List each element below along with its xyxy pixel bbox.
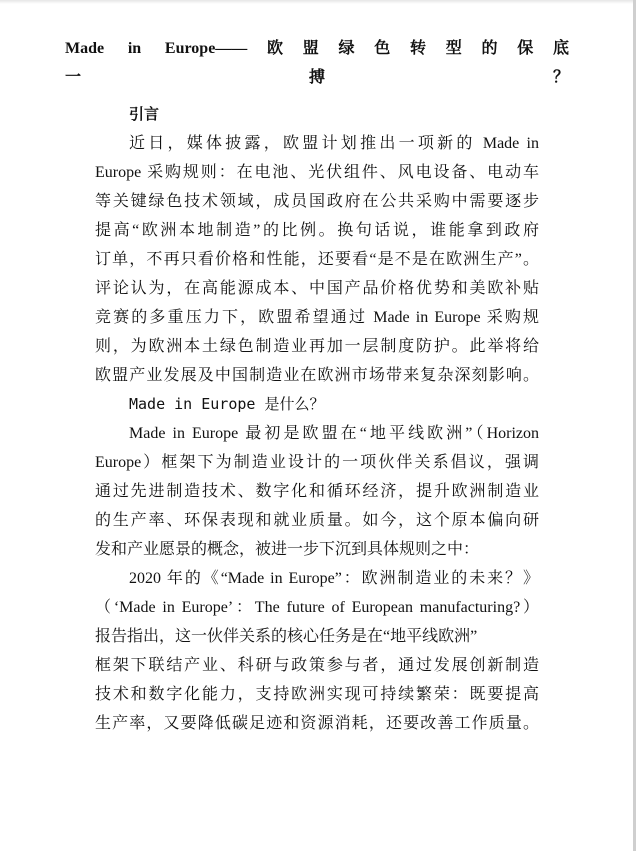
- text-line: 近日，媒体披露，欧盟计划推出一项新的 Made in: [129, 135, 539, 152]
- text-line: 欧盟产业发展及中国制造业在欧洲市场带来复杂深刻影响。: [95, 367, 539, 384]
- text-line: 的生产率、环保表现和就业质量。如今，这个原本偏向研: [95, 512, 539, 529]
- text-line: 提高“欧洲本地制造”的比例。换句话说，谁能拿到政府: [95, 222, 539, 239]
- section-heading-what-is: Made in Europe 是什么？: [129, 395, 325, 413]
- text-line: 则，为欧洲本土绿色制造业再加一层制度防护。此举将给: [95, 338, 539, 355]
- text-line: 发和产业愿景的概念，被进一步下沉到具体规则之中：: [95, 541, 480, 558]
- text-line: Europe）框架下为制造业设计的一项伙伴关系倡议，强调: [95, 454, 539, 471]
- text-line: 评论认为，在高能源成本、中国产品价格优势和美欧补贴: [95, 280, 539, 297]
- document-title: [65, 34, 569, 92]
- text-line: 订单，不再只看价格和性能，还要看“是不是在欧洲生产”。: [95, 251, 539, 268]
- text-line: 2020 年的《“Made in Europe”：欧洲制造业的未来？》: [129, 570, 539, 587]
- text-line: Europe 采购规则：在电池、光伏组件、风电设备、电动车: [95, 164, 539, 181]
- text-line: Made in Europe 最初是欧盟在“地平线欧洲”（Horizon: [129, 425, 539, 442]
- text-line: 技术和数字化能力，支持欧洲实现可持续繁荣：既要提高: [95, 686, 539, 703]
- text-line: 等关键绿色技术领域，成员国政府在公共采购中需要逐步: [95, 193, 539, 210]
- text-line: 通过先进制造技术、数字化和循环经济，提升欧洲制造业: [95, 483, 539, 500]
- document-body: [95, 100, 539, 738]
- paragraph-report: [95, 564, 539, 738]
- title-line-2: 一搏？: [65, 69, 569, 86]
- text-line: 竞赛的多重压力下，欧盟希望通过 Made in Europe 采购规: [95, 309, 539, 326]
- paragraph-definition: [95, 419, 539, 564]
- text-line: 框架下联结产业、科研与政策参与者，通过发展创新制造: [95, 657, 539, 674]
- section-heading-intro: 引言: [129, 105, 160, 123]
- text-line: 报告指出，这一伙伴关系的核心任务是在“地平线欧洲”: [95, 628, 478, 645]
- page-top-shadow: [0, 0, 636, 4]
- text-line: （‘Made in Europe’：The future of European manufacturing?）: [95, 599, 539, 616]
- paragraph-intro: [95, 129, 539, 390]
- document-page: [65, 34, 569, 738]
- text-line: 生产率，又要降低碳足迹和资源消耗，还要改善工作质量。: [95, 715, 539, 732]
- title-line-1: Made in Europe——欧盟绿色转型的保底: [65, 40, 569, 57]
